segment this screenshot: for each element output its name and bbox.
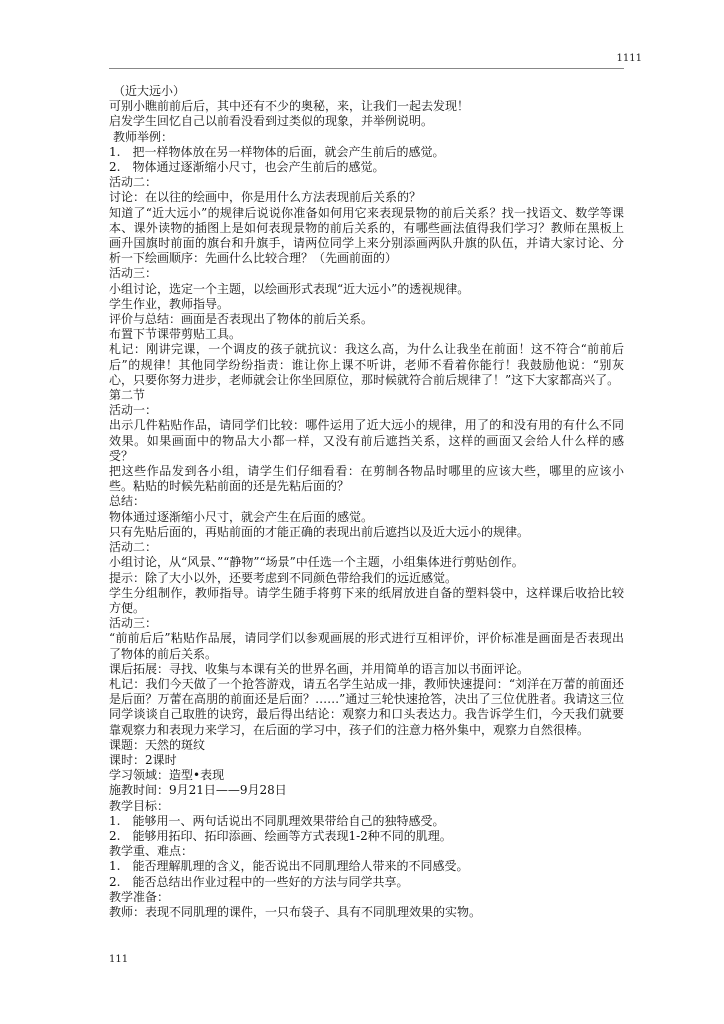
paragraph: 札记：我们今天做了一个抢答游戏，请五名学生站成一排，教师快速提问：“刘洋在万蕾的前面还是后面？万蕾在高朋的前面还是后面？……”通过三轮快速抢答，决出了三位优胜者。我请这三位同学谈谈自己取胜的诀窍，最后得出结论：观察力和口头表达力。我告诉学生们，今天我们就要靠观察力和表现力来学习，在后面的学习中，孩子们的注意力格外集中，观察力自然很棒。 <box>109 676 624 737</box>
text-line: 启发学生回忆自己以前看没看到过类似的现象，并举例说明。 <box>109 114 434 129</box>
section-heading: 活动三： <box>109 616 158 631</box>
text-line: 学生作业，教师指导。 <box>109 296 230 311</box>
list-item: 1. 把一样物体放在另一样物体的后面，就会产生前后的感觉。 <box>109 144 445 159</box>
text-line: 布置下节课带剪贴工具。 <box>109 327 242 342</box>
list-item: 2. 能够用拓印、拓印添画、绘画等方式表现1-2种不同的肌理。 <box>109 828 452 843</box>
text-line: 教师：表现不同肌理的课件，一只布袋子、具有不同肌理效果的实物。 <box>109 904 482 919</box>
text-line: 提示：除了大小以外，还要考虑到不同颜色带给我们的远近感觉。 <box>109 570 458 585</box>
section-heading: 第二节 <box>109 388 146 403</box>
text-line: 课后拓展：寻找、收集与本课有关的世界名画，并用简单的语言加以书面评论。 <box>109 661 530 676</box>
list-item: 1. 能否理解肌理的含义，能否说出不同肌理给人带来的不同感受。 <box>109 859 469 874</box>
section-heading: 活动二： <box>109 540 158 555</box>
text-line: 评价与总结：画面是否表现出了物体的前后关系。 <box>109 312 374 327</box>
section-heading: 活动二： <box>109 175 158 190</box>
paragraph: 知道了“近大远小”的规律后说说你准备如何用它来表现景物的前后关系？找一找语文、数学等课本、课外读物的插图上是如何表现景物的前后关系的，有哪些画法值得我们学习？教师在黑板上画升国旗时前面的旗台和升旗手，请两位同学上来分别添画两队升旗的队伍，并请大家讨论、分析一下绘画顺序：先画什么比较合理？（先画前面的） <box>109 205 624 266</box>
text-line: 物体通过逐渐缩小尺寸，就会产生在后面的感觉。 <box>109 509 374 524</box>
text-line: 施教时间：9月21日——9月28日 <box>109 783 287 798</box>
text-line: 课题：天然的斑纹 <box>109 737 206 752</box>
document-body <box>109 84 624 920</box>
text-line: 可别小瞧前前后后，其中还有不少的奥秘，来，让我们一起去发现！ <box>109 99 470 114</box>
header-rule <box>109 68 624 69</box>
text-line: 学习领域：造型•表现 <box>109 768 225 783</box>
text-line: （近大远小） <box>113 84 186 98</box>
section-heading: 活动一： <box>109 403 158 418</box>
text-line: 只有先贴后面的，再贴前面的才能正确的表现出前后遮挡以及近大远小的规律。 <box>109 524 530 539</box>
section-heading: 教学重、难点： <box>109 844 194 859</box>
page-number-footer: 111 <box>109 954 129 965</box>
page-number-header: 1111 <box>616 53 642 64</box>
text-line: 讨论：在以往的绘画中，你是用什么方法表现前后关系的？ <box>109 190 422 205</box>
list-item: 2. 物体通过逐渐缩小尺寸，也会产生前后的感觉。 <box>109 160 385 175</box>
section-heading: 教学目标： <box>109 798 170 813</box>
text-line: 课时：2课时 <box>109 752 177 767</box>
paragraph: “前前后后”粘贴作品展，请同学们以参观画展的形式进行互相评价，评价标准是画面是否表现出了物体的前后关系。 <box>109 631 624 661</box>
paragraph: 把这些作品发到各小组，请学生们仔细看看：在剪制各物品时哪里的应该大些，哪里的应该小些。粘贴的时候先粘前面的还是先粘后面的？ <box>109 464 624 494</box>
section-heading: 活动三： <box>109 266 158 281</box>
section-heading: 教学准备： <box>109 889 170 904</box>
text-line: 小组讨论，从“风景、”“静物”“场景”中任选一个主题，小组集体进行剪贴创作。 <box>109 555 524 570</box>
paragraph: 札记：刚讲完课，一个调皮的孩子就抗议：我这么高，为什么让我坐在前面！这不符合“前前后后”的规律！其他同学纷纷指责：谁让你上课不听讲，老师不看着你能行！我鼓励他说：“别灰心，只要你努力进步，老师就会让你坐回原位，那时候就符合前后规律了！”这下大家都高兴了。 <box>109 342 624 387</box>
text-line: 小组讨论，选定一个主题，以绘画形式表现“近大远小”的透视规律。 <box>109 281 470 296</box>
paragraph: 出示几件粘贴作品，请同学们比较：哪件运用了近大远小的规律，用了的和没有用的有什么不同效果。如果画面中的物品大小都一样，又没有前后遮挡关系，这样的画面又会给人什么样的感受？ <box>109 418 624 463</box>
paragraph: 学生分组制作，教师指导。请学生随手将剪下来的纸屑放进自备的塑料袋中，这样课后收拾比较方便。 <box>109 585 624 615</box>
section-heading: 总结： <box>109 494 146 509</box>
list-item: 1. 能够用一、两句话说出不同肌理效果带给自己的独特感受。 <box>109 813 445 828</box>
text-line: 教师举例： <box>113 129 174 144</box>
list-item: 2. 能否总结出作业过程中的一些好的方法与同学共享。 <box>109 874 409 889</box>
